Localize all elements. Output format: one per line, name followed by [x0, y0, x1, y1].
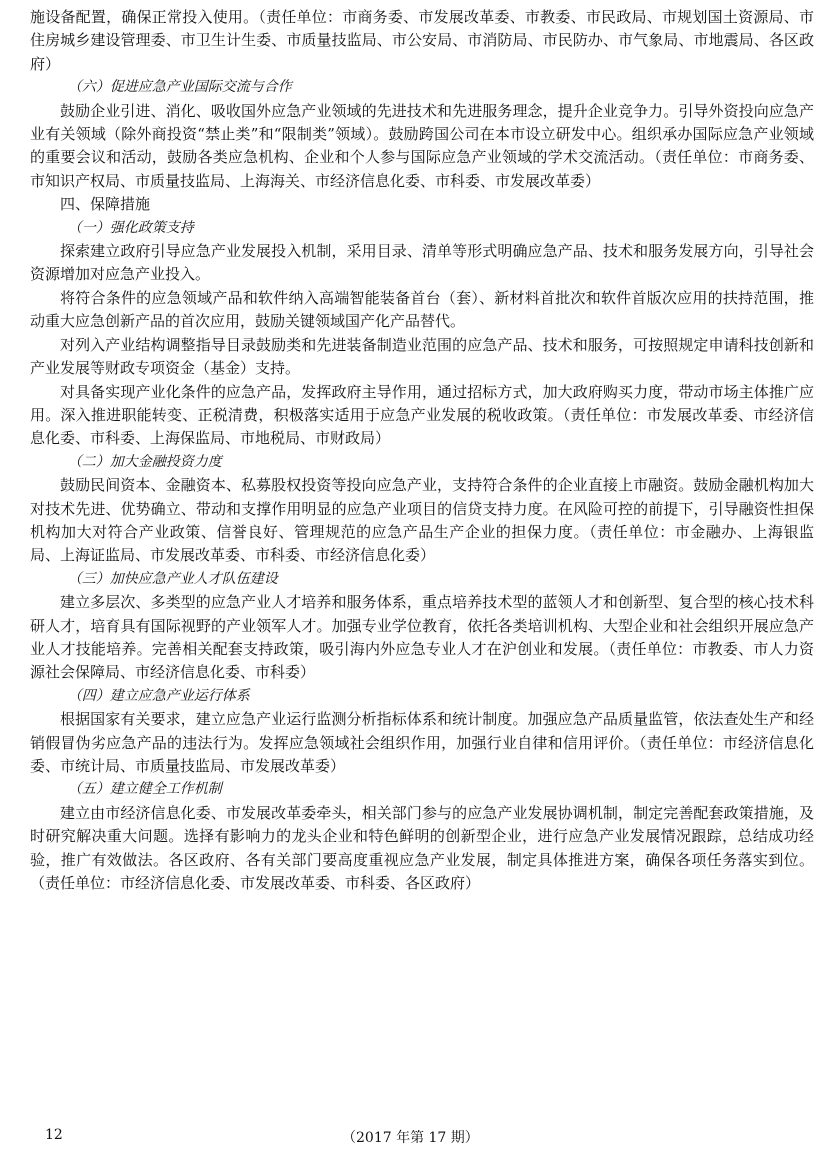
paragraph: 探索建立政府引导应急产业发展投入机制，采用目录、清单等形式明确应急产品、技术和服务发展方向，引导社会资源增加对应急产业投入。: [30, 242, 814, 284]
document-body: [30, 6, 814, 895]
paragraph: 对列入产业结构调整指导目录鼓励类和先进装备制造业范围的应急产品、技术和服务，可按照规定申请科技创新和产业发展等财政专项资金（基金）支持。: [30, 335, 814, 378]
paragraph: 对具备实现产业化条件的应急产品，发挥政府主导作用，通过招标方式，加大政府购买力度，带动市场主体推广应用。深入推进职能转变、正税清费，积极落实适用于应急产业发展的税收政策。（责任单位：市发展改革委、市经济信息化委、市科委、上海保监局、市地税局、市财政局）: [30, 382, 814, 448]
paragraph: 将符合条件的应急领域产品和软件纳入高端智能装备首台（套）、新材料首批次和软件首版次应用的扶持范围，推动重大应急创新产品的首次应用，鼓励关键领域国产化产品替代。: [30, 288, 814, 331]
page-footer: [0, 1127, 827, 1149]
paragraph: 建立多层次、多类型的应急产业人才培养和服务体系，重点培养技术型的蓝领人才和创新型、复合型的核心技术科研人才，培育具有国际视野的产业领军人才。加强专业学位教育，依托各类培训机构、大型企业和社会组织开展应急产业人才技能培养。完善相关配套支持政策，吸引海内外应急专业人才在沪创业和发展。（责任单位：市教委、市人力资源社会保障局、市经济信息化委、市科委）: [30, 593, 814, 682]
subsection-heading: （三）加快应急产业人才队伍建设: [67, 570, 278, 587]
subsection-heading: （五）建立健全工作机制: [67, 781, 222, 798]
page-number: 12: [45, 1127, 63, 1143]
section-heading: 四、保障措施: [60, 195, 151, 214]
subsection-heading: （一）强化政策支持: [67, 219, 194, 236]
issue-label: （2017 年第 17 期）: [342, 1130, 479, 1146]
paragraph: 鼓励企业引进、消化、吸收国外应急产业领域的先进技术和先进服务理念，提升企业竞争力。引导外资投向应急产业有关领域（除外商投资“禁止类”和“限制类”领域）。鼓励跨国公司在本市设立研发中心。组织承办国际应急产业领域的重要会议和活动，鼓励各类应急机构、企业和个人参与国际应急产业领域的学术交流活动。（责任单位：市商务委、市知识产权局、市质量技监局、上海海关、市经济信息化委、市科委、市发展改革委）: [30, 101, 814, 190]
paragraph: 鼓励民间资本、金融资本、私募股权投资等投向应急产业，支持符合条件的企业直接上市融资。鼓励金融机构加大对技术先进、优势确立、带动和支撑作用明显的应急产业项目的信贷支持力度。在风险可控的前提下，引导融资性担保机构加大对符合产业政策、信誉良好、管理规范的应急产品生产企业的担保力度。（责任单位：市金融办、上海银监局、上海证监局、市发展改革委、市科委、市经济信息化委）: [30, 476, 814, 565]
paragraph: 建立由市经济信息化委、市发展改革委牵头，相关部门参与的应急产业发展协调机制，制定完善配套政策措施，及时研究解决重大问题。选择有影响力的龙头企业和特色鲜明的创新型企业，进行应急产业发展情况跟踪，总结成功经验，推广有效做法。各区政府、各有关部门要高度重视应急产业发展，制定具体推进方案，确保各项任务落实到位。（责任单位：市经济信息化委、市发展改革委、市科委、各区政府）: [30, 803, 814, 893]
paragraph: 根据国家有关要求，建立应急产业运行监测分析指标体系和统计制度。加强应急产品质量监管，依法查处生产和经销假冒伪劣应急产品的违法行为。发挥应急领域社会组织作用，加强行业自律和信用评价。（责任单位：市经济信息化委、市统计局、市质量技监局、市发展改革委）: [30, 710, 814, 775]
subsection-heading: （四）建立应急产业运行体系: [67, 687, 250, 704]
paragraph: 施设备配置，确保正常投入使用。（责任单位：市商务委、市发展改革委、市教委、市民政局、市规划国土资源局、市住房城乡建设管理委、市卫生计生委、市质量技监局、市公安局、市消防局、市民防办、市气象局、市地震局、各区政府）: [30, 8, 814, 73]
subsection-heading: （六）促进应急产业国际交流与合作: [67, 79, 292, 96]
subsection-heading: （二）加大金融投资力度: [67, 453, 222, 470]
